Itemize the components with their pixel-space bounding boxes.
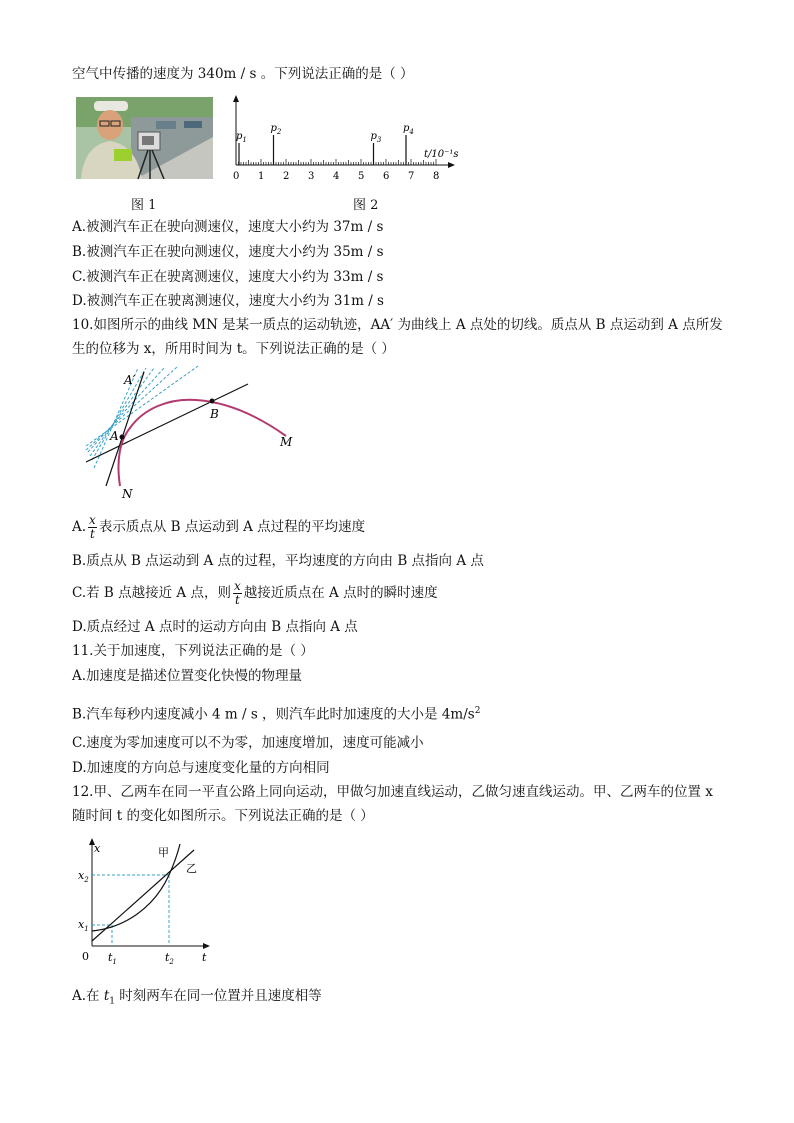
tick-label: 7	[408, 171, 415, 182]
pulse-timeline-figure	[225, 95, 465, 187]
officer-photo	[76, 97, 213, 179]
tick-label: 5	[358, 171, 365, 182]
label-x1: $x_1$	[78, 918, 89, 933]
question-11-option-c: C.速度为零加速度可以不为零，加速度增加，速度可能减小	[72, 735, 424, 751]
pulse-marks	[236, 123, 414, 165]
label-yi: 乙	[186, 862, 197, 875]
label-m: M	[280, 435, 293, 449]
question-10-option-a: A. $\frac{x}{t}$ 表示质点从 B 点运动到 A 点过程的平均速度	[72, 513, 366, 541]
tick-label: 6	[383, 171, 390, 182]
tick-label: 3	[308, 171, 315, 182]
horizontal-axis-arrow-icon	[448, 162, 455, 168]
dashed-guide-lines	[92, 875, 169, 946]
label-jia: 甲	[158, 846, 169, 859]
pulse-label-p4: $p_4$	[403, 123, 414, 136]
tick-label: 8	[433, 171, 440, 182]
tick-label: 1	[258, 171, 265, 182]
question-10-stem-line2: 生的位移为 x，所用时间为 t。下列说法正确的是（ ）	[72, 341, 395, 357]
question-12-stem-line2: 随时间 t 的变化如图所示。下列说法正确的是（ ）	[72, 808, 374, 824]
trajectory-curve-mn	[118, 400, 286, 486]
t-axis-arrow-icon	[203, 943, 210, 949]
fraction-x-over-t: $\frac{x}{t}$	[89, 513, 96, 541]
fraction-x-over-t: $\frac{x}{t}$	[233, 579, 241, 607]
time-unit-label: t/10⁻¹s	[424, 149, 459, 160]
option-b: B.被测汽车正在驶向测速仪，速度大小约为 35m / s	[72, 244, 384, 260]
major-tick-labels	[233, 171, 439, 182]
position-time-graph	[74, 838, 216, 966]
pulse-label-p2: $p_2$	[270, 123, 282, 136]
vertical-axis-arrow-icon	[233, 95, 239, 102]
label-a-prime: A′	[124, 373, 136, 387]
option-a: A.被测汽车正在驶向测速仪，速度大小约为 37m / s	[72, 219, 384, 235]
line-yi	[92, 850, 194, 941]
label-n: N	[122, 487, 133, 500]
label-t2: $t_2$	[165, 951, 174, 966]
point-b-dot	[210, 399, 215, 404]
pulse-label-p3: $p_3$	[370, 131, 382, 144]
label-origin: 0	[82, 950, 89, 963]
label-axis-x: x	[94, 842, 101, 855]
question-11-option-b: B.汽车每秒内速度减小 4 m / s ，则汽车此时加速度的大小是 $4m/s^2$	[72, 706, 481, 723]
question-12-option-a: A.在 $t_1$ 时刻两车在同一位置并且速度相等	[72, 988, 322, 1007]
tick-label: 2	[283, 171, 290, 182]
secant-line-ab	[86, 384, 248, 462]
question-11-option-a: A.加速度是描述位置变化快慢的物理量	[72, 668, 303, 684]
figure-1-caption: 图 1	[131, 198, 157, 213]
option-c: C.被测汽车正在驶离测速仪，速度大小约为 33m / s	[72, 269, 384, 285]
question-stem-line: 空气中传播的速度为 340m / s 。下列说法正确的是（ ）	[72, 66, 414, 82]
question-10-option-d: D.质点经过 A 点时的运动方向由 B 点指向 A 点	[72, 619, 358, 635]
label-axis-t: t	[202, 951, 207, 964]
question-10-stem-line1: 10.如图所示的曲线 MN 是某一质点的运动轨迹，AA′ 为曲线上 A 点处的切线。质点从 B 点运动到 A 点所发	[72, 317, 723, 333]
question-10-option-c: C.若 B 点越接近 A 点，则 $\frac{x}{t}$ 越接近质点在 A 点时的瞬时速度	[72, 579, 438, 607]
question-12-stem-line1: 12.甲、乙两车在同一平直公路上同向运动，甲做匀加速直线运动，乙做匀速直线运动。甲、乙两车的位置 x	[72, 784, 713, 800]
option-d: D.被测汽车正在驶离测速仪，速度大小约为 31m / s	[72, 293, 384, 309]
trajectory-figure	[78, 364, 308, 500]
question-11-option-d: D.加速度的方向总与速度变化量的方向相同	[72, 760, 330, 776]
question-10-option-b: B.质点从 B 点运动到 A 点的过程，平均速度的方向由 B 点指向 A 点	[72, 553, 484, 569]
label-a: A	[110, 429, 119, 443]
question-11-stem: 11.关于加速度，下列说法正确的是（ ）	[72, 643, 314, 659]
label-b: B	[210, 407, 219, 421]
label-x2: $x_2$	[78, 869, 89, 884]
label-t1: $t_1$	[108, 951, 117, 966]
dashed-secant-lines	[86, 366, 198, 468]
point-a-dot	[120, 435, 125, 440]
tick-label: 0	[233, 171, 240, 182]
pulse-label-p1: $p_1$	[236, 131, 247, 144]
figure-2-caption: 图 2	[353, 198, 379, 213]
tick-label: 4	[333, 171, 340, 182]
